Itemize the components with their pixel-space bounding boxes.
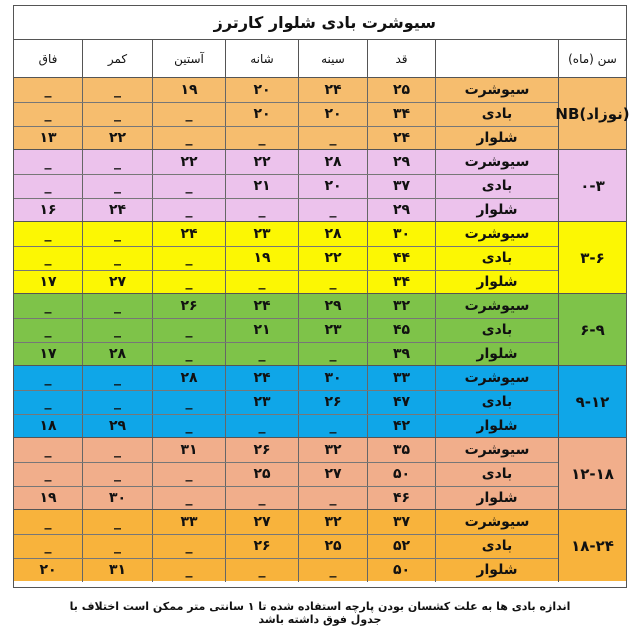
cell-waist: _ [82, 366, 152, 390]
cell-shoulder: ۲۰ [225, 102, 298, 126]
footnote: اندازه بادی ها به علت کشسان بودن پارچه استفاده شده تا ۱ سانتی متر ممکن است اختلاف با جدول فوق داشته باشد [69, 600, 571, 626]
cell-sleeve: ۲۴ [152, 222, 225, 246]
cell-crotch: _ [44, 370, 52, 386]
cell-item: سیوشرت [435, 294, 558, 318]
cell-item: بادی [435, 462, 558, 486]
cell-shoulder: ۲۵ [225, 462, 298, 486]
row-divider [14, 198, 558, 199]
cell-item: سیوشرت [435, 78, 558, 102]
cell-item: شلوار [435, 486, 558, 510]
age-label: ۱۸-۲۴ [558, 510, 626, 582]
cell-height: ۳۰ [367, 222, 435, 246]
cell-crotch: _ [44, 394, 52, 410]
cell-shoulder: ۲۶ [225, 438, 298, 462]
cell-item: سیوشرت [435, 366, 558, 390]
cell-height: ۳۵ [367, 438, 435, 462]
cell-waist: _ [82, 510, 152, 534]
table-row [14, 414, 558, 438]
cell-shoulder: _ [225, 198, 298, 222]
cell-shoulder: ۲۱ [225, 318, 298, 342]
cell-height: ۲۹ [367, 198, 435, 222]
cell-crotch: ۱۳ [39, 130, 57, 146]
cell-shoulder: ۲۲ [225, 150, 298, 174]
cell-height: ۳۳ [367, 366, 435, 390]
cell-sleeve: ۲۶ [152, 294, 225, 318]
cell-waist: _ [82, 246, 152, 270]
row-divider [14, 318, 558, 319]
cell-crotch: _ [44, 82, 52, 98]
cell-crotch: ۱۹ [39, 490, 57, 506]
table-row [14, 150, 558, 174]
cell-sleeve: ۳۳ [152, 510, 225, 534]
table-row [14, 390, 558, 414]
cell-sleeve: _ [152, 174, 225, 198]
cell-crotch: _ [44, 226, 52, 242]
age-label: ۹-۱۲ [558, 366, 626, 438]
cell-sleeve: ۲۸ [152, 366, 225, 390]
cell-waist: ۲۷ [82, 270, 152, 294]
cell-chest: ۲۲ [298, 246, 367, 270]
header-row [14, 39, 626, 78]
table-row [14, 558, 558, 582]
cell-crotch: _ [44, 178, 52, 194]
cell-chest: ۲۳ [298, 318, 367, 342]
cell-sleeve: _ [152, 558, 225, 582]
cell-height: ۵۲ [367, 534, 435, 558]
cell-waist: _ [82, 438, 152, 462]
table-row [14, 366, 558, 390]
table-row [14, 78, 558, 102]
cell-shoulder: ۲۳ [225, 222, 298, 246]
cell-height: ۴۴ [367, 246, 435, 270]
cell-height: ۵۰ [367, 462, 435, 486]
cell-item: شلوار [435, 126, 558, 150]
cell-chest: ۲۰ [298, 102, 367, 126]
cell-waist: _ [82, 294, 152, 318]
row-divider [14, 390, 558, 391]
table-row [14, 198, 558, 222]
cell-item: شلوار [435, 270, 558, 294]
cell-item: بادی [435, 174, 558, 198]
cell-shoulder: _ [225, 342, 298, 366]
cell-chest: ۳۲ [298, 510, 367, 534]
cell-chest: ۲۹ [298, 294, 367, 318]
cell-sleeve: _ [152, 342, 225, 366]
age-label: ۱۲-۱۸ [558, 438, 626, 510]
table-row [14, 462, 558, 486]
cell-sleeve: ۲۲ [152, 150, 225, 174]
cell-waist: _ [82, 222, 152, 246]
cell-crotch: ۱۷ [39, 274, 57, 290]
cell-item: بادی [435, 246, 558, 270]
cell-shoulder: ۱۹ [225, 246, 298, 270]
age-group [14, 365, 626, 437]
cell-chest: ۲۴ [298, 78, 367, 102]
cell-shoulder: ۲۱ [225, 174, 298, 198]
cell-crotch: _ [44, 466, 52, 482]
cell-shoulder: ۲۴ [225, 366, 298, 390]
cell-shoulder: _ [225, 558, 298, 582]
size-chart-table [13, 5, 630, 588]
cell-item: بادی [435, 534, 558, 558]
cell-waist: ۳۰ [82, 486, 152, 510]
age-group [14, 77, 630, 149]
cell-chest: _ [298, 126, 367, 150]
table-row [14, 510, 558, 534]
cell-height: ۴۵ [367, 318, 435, 342]
cell-chest: ۲۸ [298, 222, 367, 246]
cell-sleeve: ۱۹ [152, 78, 225, 102]
row-divider [14, 270, 558, 271]
cell-chest: ۲۰ [298, 174, 367, 198]
cell-height: ۳۹ [367, 342, 435, 366]
cell-sleeve: _ [152, 414, 225, 438]
cell-sleeve: _ [152, 486, 225, 510]
cell-item: شلوار [435, 414, 558, 438]
cell-waist: _ [82, 462, 152, 486]
header-chest: سینه [298, 40, 367, 78]
cell-sleeve: _ [152, 246, 225, 270]
cell-chest: ۳۰ [298, 366, 367, 390]
cell-chest: _ [298, 486, 367, 510]
age-label: NB(نوزاد) [558, 78, 626, 150]
table-row [14, 174, 558, 198]
row-divider [14, 342, 558, 343]
cell-waist: _ [82, 174, 152, 198]
cell-item: سیوشرت [435, 222, 558, 246]
cell-sleeve: _ [152, 390, 225, 414]
cell-chest: ۲۸ [298, 150, 367, 174]
cell-sleeve: ۳۱ [152, 438, 225, 462]
age-group [14, 437, 626, 509]
cell-crotch: ۱۷ [39, 346, 57, 362]
cell-crotch: _ [44, 106, 52, 122]
cell-chest: ۲۵ [298, 534, 367, 558]
row-divider [14, 486, 558, 487]
cell-crotch: _ [44, 514, 52, 530]
cell-height: ۳۴ [367, 270, 435, 294]
cell-sleeve: _ [152, 198, 225, 222]
table-row [14, 102, 558, 126]
row-divider [14, 246, 558, 247]
cell-crotch: ۲۰ [39, 562, 57, 578]
cell-height: ۲۵ [367, 78, 435, 102]
row-divider [14, 462, 558, 463]
cell-shoulder: ۲۶ [225, 534, 298, 558]
cell-shoulder: _ [225, 126, 298, 150]
cell-chest: ۲۶ [298, 390, 367, 414]
row-divider [14, 102, 558, 103]
cell-crotch: _ [44, 250, 52, 266]
cell-chest: _ [298, 414, 367, 438]
cell-chest: _ [298, 270, 367, 294]
cell-item: سیوشرت [435, 150, 558, 174]
table-row [14, 534, 558, 558]
table-row [14, 126, 558, 150]
cell-sleeve: _ [152, 126, 225, 150]
cell-waist: ۲۸ [82, 342, 152, 366]
age-group [14, 293, 626, 365]
table-row [14, 486, 558, 510]
cell-chest: _ [298, 198, 367, 222]
cell-item: شلوار [435, 198, 558, 222]
cell-height: ۴۶ [367, 486, 435, 510]
cell-crotch: _ [44, 442, 52, 458]
row-divider [14, 174, 558, 175]
cell-crotch: _ [44, 538, 52, 554]
cell-sleeve: _ [152, 534, 225, 558]
cell-crotch: _ [44, 154, 52, 170]
cell-waist: _ [82, 150, 152, 174]
row-divider [14, 126, 558, 127]
cell-waist: _ [82, 390, 152, 414]
table-row [14, 270, 558, 294]
cell-height: ۳۴ [367, 102, 435, 126]
age-group [14, 149, 626, 221]
cell-item: شلوار [435, 342, 558, 366]
header-crotch: فاق [38, 52, 58, 66]
table-row [14, 318, 558, 342]
cell-shoulder: ۲۷ [225, 510, 298, 534]
cell-shoulder: _ [225, 414, 298, 438]
row-divider [14, 534, 558, 535]
table-row [14, 222, 558, 246]
cell-chest: _ [298, 558, 367, 582]
table-row [14, 294, 558, 318]
cell-chest: _ [298, 342, 367, 366]
cell-height: ۲۹ [367, 150, 435, 174]
row-divider [14, 558, 558, 559]
cell-height: ۴۲ [367, 414, 435, 438]
age-group [14, 221, 626, 293]
cell-waist: _ [82, 318, 152, 342]
cell-waist: _ [82, 534, 152, 558]
header-height: قد [367, 40, 435, 78]
cell-sleeve: _ [152, 270, 225, 294]
cell-sleeve: _ [152, 318, 225, 342]
cell-shoulder: _ [225, 270, 298, 294]
table-row [14, 438, 558, 462]
table-row [14, 342, 558, 366]
cell-sleeve: _ [152, 462, 225, 486]
cell-item: سیوشرت [435, 510, 558, 534]
header-waist: کمر [82, 40, 152, 78]
cell-item: سیوشرت [435, 438, 558, 462]
cell-height: ۳۲ [367, 294, 435, 318]
age-label: ۳-۶ [558, 222, 626, 294]
cell-item: بادی [435, 102, 558, 126]
cell-waist: _ [82, 102, 152, 126]
header-age: سن (ماه) [558, 40, 626, 78]
cell-shoulder: ۲۳ [225, 390, 298, 414]
cell-waist: ۳۱ [82, 558, 152, 582]
cell-item: بادی [435, 318, 558, 342]
table-row [14, 246, 558, 270]
table-title: سیوشرت بادی شلوار کارترز [213, 13, 436, 32]
cell-height: ۲۴ [367, 126, 435, 150]
cell-height: ۳۷ [367, 510, 435, 534]
age-group [14, 509, 626, 581]
cell-shoulder: ۲۴ [225, 294, 298, 318]
cell-crotch: ۱۸ [39, 418, 57, 434]
cell-crotch: _ [44, 298, 52, 314]
cell-height: ۴۷ [367, 390, 435, 414]
cell-crotch: _ [44, 322, 52, 338]
age-label: ۶-۹ [558, 294, 626, 366]
cell-sleeve: _ [152, 102, 225, 126]
cell-waist: ۲۲ [82, 126, 152, 150]
row-divider [14, 414, 558, 415]
cell-shoulder: _ [225, 486, 298, 510]
cell-shoulder: ۲۰ [225, 78, 298, 102]
cell-height: ۳۷ [367, 174, 435, 198]
cell-waist: _ [82, 78, 152, 102]
cell-chest: ۳۲ [298, 438, 367, 462]
header-sleeve: آستین [152, 40, 225, 78]
cell-waist: ۲۹ [82, 414, 152, 438]
cell-crotch: ۱۶ [39, 202, 57, 218]
cell-height: ۵۰ [367, 558, 435, 582]
header-shoulder: شانه [225, 40, 298, 78]
cell-item: شلوار [435, 558, 558, 582]
cell-item: بادی [435, 390, 558, 414]
header-item [435, 40, 558, 78]
age-label: ۰-۳ [558, 150, 626, 222]
cell-waist: ۲۴ [82, 198, 152, 222]
cell-chest: ۲۷ [298, 462, 367, 486]
